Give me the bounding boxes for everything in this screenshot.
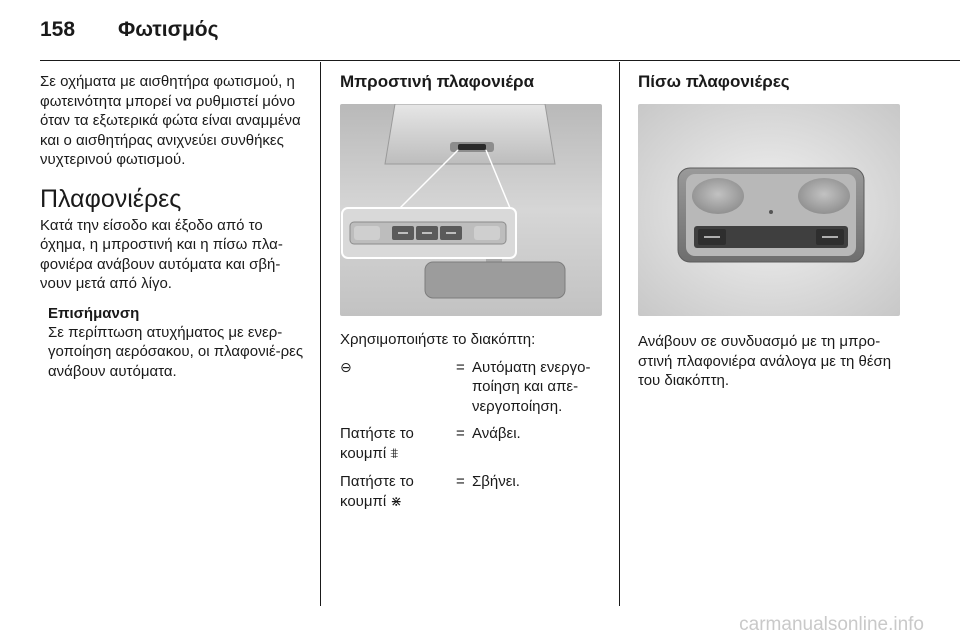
header-rule — [40, 60, 960, 61]
note-title: Επισήμανση — [48, 304, 140, 322]
intro-paragraph: Σε οχήματα με αισθητήρα φωτισμού, η φωτεινότητα μπορεί να ρυθμιστεί μόνο όταν τα εξωτερικά φώτα είναι αναμμένα και ο αισθητήρας ανιχνεύει συνθήκες νυχτερινού φωτισμού. — [40, 73, 301, 168]
dome-lights-paragraph: Κατά την είσοδο και έξοδο από το όχημα, η μπροστινή και η πίσω πλα-φονιέρα ανάβουν αυτόματα και σβή-νουν μετά από λίγο. — [40, 216, 283, 292]
dome-light-off-icon: ⋇ — [390, 493, 403, 510]
column-divider — [619, 62, 620, 606]
switch-legend — [340, 358, 608, 513]
section-heading-dome-lights: Πλαφονιέρες — [40, 184, 182, 213]
front-dome-light-illustration — [340, 104, 602, 316]
dome-light-auto-icon: ⊖ — [340, 359, 352, 376]
legend-row-off: Πατήστε το κουμπί ⋇ = Σβήνει. — [340, 472, 608, 512]
legend-row-on: Πατήστε το κουμπί ⩨ = Ανάβει. — [340, 424, 608, 464]
front-dome-light-figure — [340, 104, 602, 316]
note-text: Σε περίπτωση ατυχήματος με ενερ-γοποίηση αερόσακου, οι πλαφονιέ-ρες ανάβουν αυτόματα. — [48, 323, 304, 380]
watermark: carmanualsonline.info — [739, 614, 924, 635]
front-dome-light-heading: Μπροστινή πλαφονιέρα — [340, 72, 535, 91]
column-1 — [40, 72, 310, 381]
rear-dome-lights-heading: Πίσω πλαφονιέρες — [638, 72, 790, 91]
legend-def-on: Ανάβει. — [472, 425, 521, 442]
rear-dome-light-illustration — [638, 104, 900, 316]
column-3 — [638, 72, 906, 391]
legend-row-auto: ⊖ = Αυτόματη ενεργο-ποίηση και απε-νεργοποίηση. — [340, 358, 608, 417]
note-block — [48, 304, 310, 382]
page-number: 158 — [40, 18, 76, 41]
column-divider — [320, 62, 321, 606]
legend-def-off: Σβήνει. — [472, 473, 520, 490]
dome-light-on-icon: ⩨ — [390, 445, 399, 462]
page-title: Φωτισμός — [118, 18, 219, 41]
legend-def-auto: Αυτόματη ενεργο-ποίηση και απε-νεργοποίηση. — [472, 358, 591, 415]
rear-dome-lights-paragraph: Ανάβουν σε συνδυασμό με τη μπρο-στινή πλαφονιέρα ανάλογα με τη θέση του διακόπτη. — [638, 333, 892, 389]
column-2 — [340, 72, 608, 520]
rear-dome-light-figure — [638, 104, 900, 316]
switch-caption: Χρησιμοποιήστε το διακόπτη: — [340, 331, 536, 348]
